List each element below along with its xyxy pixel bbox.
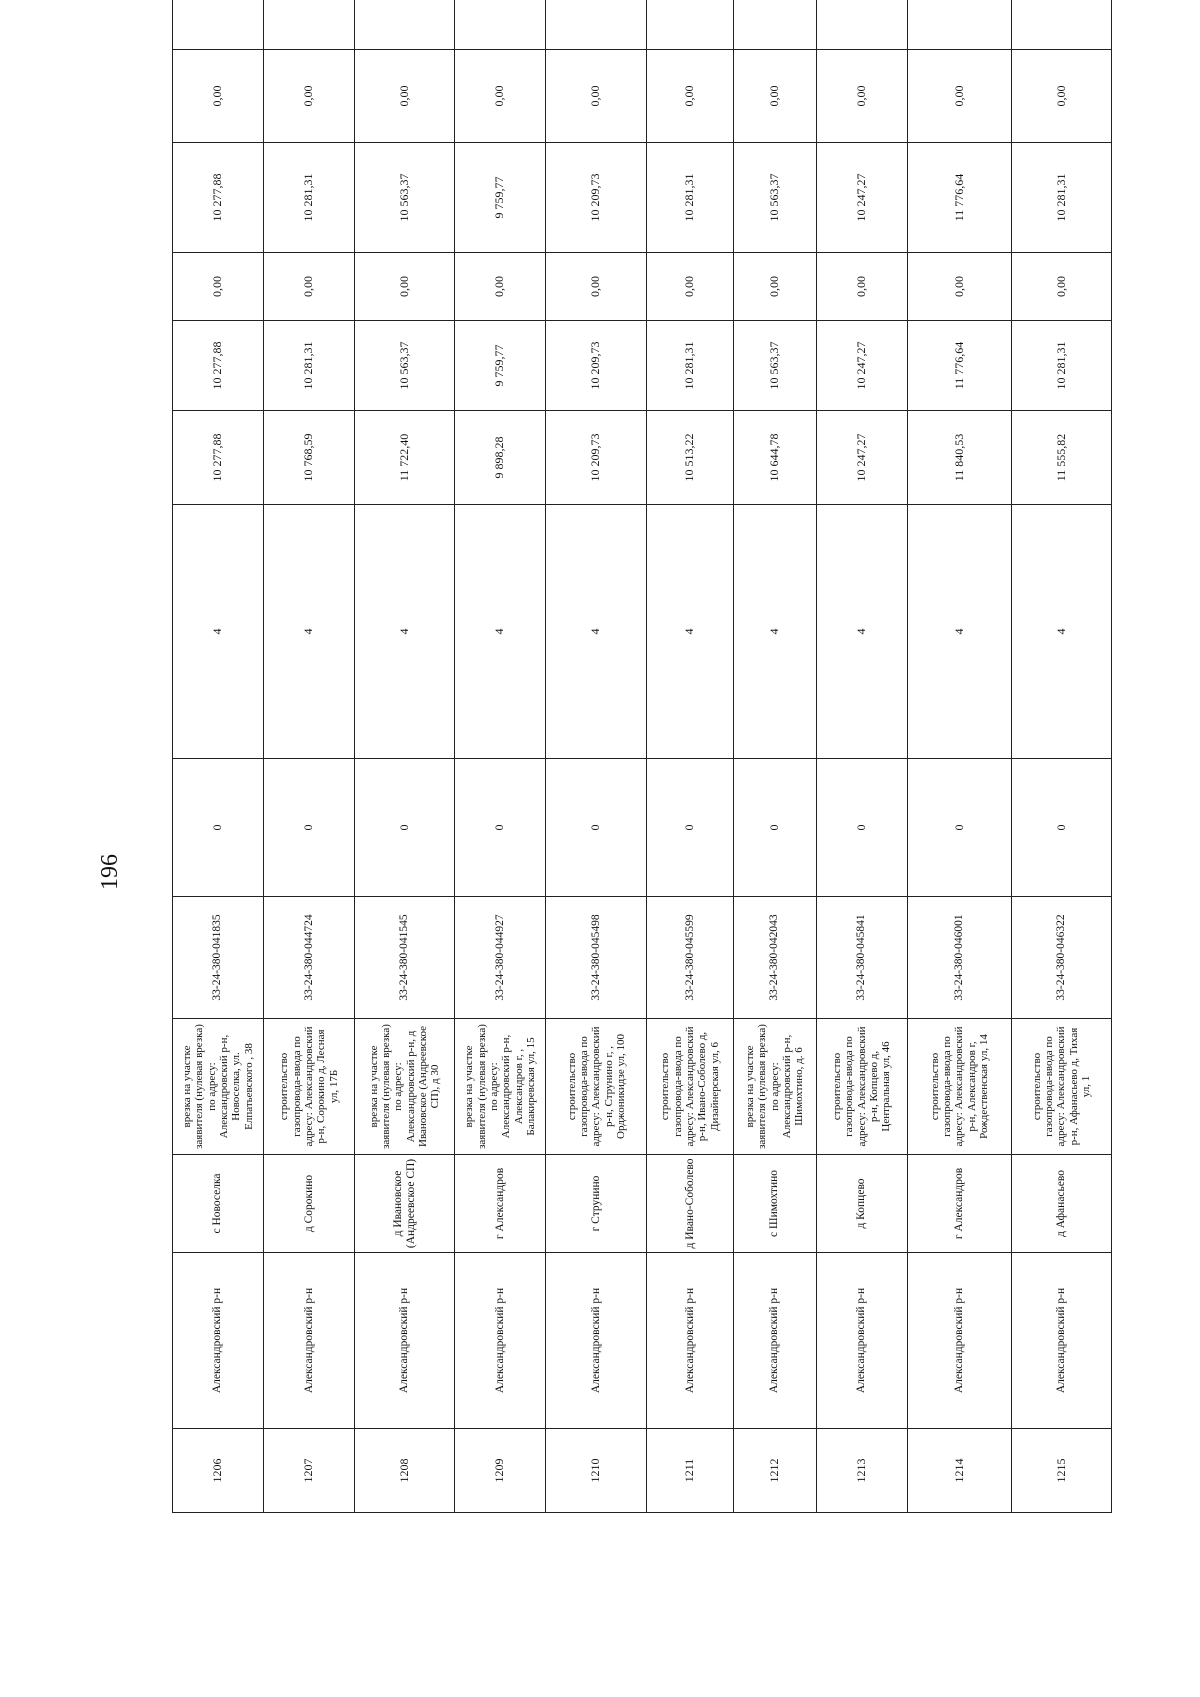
table-row (546, 0, 647, 1513)
district-cell: Александровский р-н (173, 1253, 264, 1429)
value-cell-1: 10 768,59 (264, 411, 355, 505)
value-cell-5: 0,00 (647, 50, 734, 143)
value-cell-1: 11 840,53 (907, 411, 1011, 505)
value-cell-5: 0,00 (546, 50, 647, 143)
count-cell: 0 (907, 759, 1011, 897)
value-cell-2: 11 776,64 (907, 321, 1011, 411)
description-cell: строительство газопровода-ввода по адресу: Александровский р-н, Сорокино д, Лесная ул, 17Б (264, 1019, 355, 1155)
row-number: 1206 (173, 1429, 264, 1513)
description-cell: врезка на участке заявителя (нулевая врезка) по адресу: Александровский р-н, Новоселка, ул. Елпатьевского , 38 (173, 1019, 264, 1155)
cadastral-number-cell: 33-24-380-044724 (264, 897, 355, 1019)
value-cell-2: 10 281,31 (264, 321, 355, 411)
value-cell-4: 10 563,37 (734, 143, 817, 253)
row-number: 1215 (1012, 1429, 1112, 1513)
district-cell: Александровский р-н (355, 1253, 455, 1429)
row-number: 1211 (647, 1429, 734, 1513)
value-cell-6 (647, 0, 734, 50)
value-cell-5: 0,00 (264, 50, 355, 143)
description-cell: врезка на участке заявителя (нулевая врезка) по адресу: Александровский р-н, д Ивановское (Андреевское СП), д 30 (355, 1019, 455, 1155)
category-cell: 4 (907, 505, 1011, 759)
value-cell-4: 10 563,37 (355, 143, 455, 253)
row-number: 1209 (455, 1429, 546, 1513)
locality-cell: д Ивановское (Андреевское СП) (355, 1155, 455, 1253)
value-cell-2: 10 281,31 (1012, 321, 1112, 411)
description-cell: строительство газопровода-ввода по адресу: Александровский р-н, Афанасьево д, Тихая ул, 1 (1012, 1019, 1112, 1155)
value-cell-2: 10 247,27 (816, 321, 907, 411)
value-cell-6 (173, 0, 264, 50)
category-cell: 4 (734, 505, 817, 759)
table-row (647, 0, 734, 1513)
table-row (455, 0, 546, 1513)
count-cell: 0 (355, 759, 455, 897)
value-cell-1: 10 277,88 (173, 411, 264, 505)
value-cell-3: 0,00 (173, 253, 264, 321)
rotated-table (172, 85, 1112, 1513)
value-cell-1: 10 247,27 (816, 411, 907, 505)
value-cell-3: 0,00 (907, 253, 1011, 321)
category-cell: 4 (546, 505, 647, 759)
category-cell: 4 (816, 505, 907, 759)
value-cell-1: 10 209,73 (546, 411, 647, 505)
locality-cell: д Сорокино (264, 1155, 355, 1253)
cadastral-number-cell: 33-24-380-046001 (907, 897, 1011, 1019)
description-cell: врезка на участке заявителя (нулевая врезка) по адресу: Александровский р-н, Александров г, , Балакиревская ул, 15 (455, 1019, 546, 1155)
cadastral-number-cell: 33-24-380-046322 (1012, 897, 1112, 1019)
value-cell-4: 10 277,88 (173, 143, 264, 253)
count-cell: 0 (173, 759, 264, 897)
category-cell: 4 (647, 505, 734, 759)
value-cell-6 (355, 0, 455, 50)
value-cell-3: 0,00 (455, 253, 546, 321)
value-cell-2: 10 563,37 (355, 321, 455, 411)
cadastral-number-cell: 33-24-380-045498 (546, 897, 647, 1019)
value-cell-5: 0,00 (455, 50, 546, 143)
district-cell: Александровский р-н (647, 1253, 734, 1429)
value-cell-2: 10 277,88 (173, 321, 264, 411)
locality-cell: д Ивано-Соболево (647, 1155, 734, 1253)
value-cell-4: 10 281,31 (1012, 143, 1112, 253)
page-number: 196 (97, 854, 123, 890)
cadastral-number-cell: 33-24-380-045599 (647, 897, 734, 1019)
value-cell-3: 0,00 (546, 253, 647, 321)
value-cell-5: 0,00 (734, 50, 817, 143)
description-cell: строительство газопровода-ввода по адресу: Александровский р-н, Струнино г, , Орджоникидзе ул, 100 (546, 1019, 647, 1155)
count-cell: 0 (734, 759, 817, 897)
district-cell: Александровский р-н (1012, 1253, 1112, 1429)
table-row (1012, 0, 1112, 1513)
category-cell: 4 (1012, 505, 1112, 759)
data-table (172, 0, 1112, 1513)
description-cell: врезка на участке заявителя (нулевая врезка) по адресу: Александровский р-н, Шимохтино, д. 6 (734, 1019, 817, 1155)
value-cell-1: 11 722,40 (355, 411, 455, 505)
district-cell: Александровский р-н (264, 1253, 355, 1429)
description-cell: строительство газопровода-ввода по адресу: Александровский р-н, Ивано-Соболево д, Дизайнерская ул, 6 (647, 1019, 734, 1155)
description-cell: строительство газопровода-ввода по адресу: Александровский р-н, Копцево д, Центральная ул, 46 (816, 1019, 907, 1155)
value-cell-4: 11 776,64 (907, 143, 1011, 253)
row-number: 1214 (907, 1429, 1011, 1513)
locality-cell: с Шимохтино (734, 1155, 817, 1253)
district-cell: Александровский р-н (907, 1253, 1011, 1429)
count-cell: 0 (816, 759, 907, 897)
value-cell-5: 0,00 (907, 50, 1011, 143)
row-number: 1212 (734, 1429, 817, 1513)
value-cell-1: 10 513,22 (647, 411, 734, 505)
table-row (264, 0, 355, 1513)
value-cell-2: 9 759,77 (455, 321, 546, 411)
description-cell: строительство газопровода-ввода по адресу: Александровский р-н, Александров г, Рождественская ул, 14 (907, 1019, 1011, 1155)
value-cell-6 (1012, 0, 1112, 50)
value-cell-3: 0,00 (1012, 253, 1112, 321)
locality-cell: г Александров (455, 1155, 546, 1253)
value-cell-1: 9 898,28 (455, 411, 546, 505)
value-cell-4: 10 209,73 (546, 143, 647, 253)
district-cell: Александровский р-н (455, 1253, 546, 1429)
row-number: 1213 (816, 1429, 907, 1513)
cadastral-number-cell: 33-24-380-041835 (173, 897, 264, 1019)
category-cell: 4 (173, 505, 264, 759)
locality-cell: г Струнино (546, 1155, 647, 1253)
value-cell-5: 0,00 (173, 50, 264, 143)
cadastral-number-cell: 33-24-380-044927 (455, 897, 546, 1019)
table-row (173, 0, 264, 1513)
table-row (734, 0, 817, 1513)
district-cell: Александровский р-н (546, 1253, 647, 1429)
value-cell-5: 0,00 (1012, 50, 1112, 143)
row-number: 1207 (264, 1429, 355, 1513)
count-cell: 0 (546, 759, 647, 897)
table-body (173, 0, 1112, 1513)
cadastral-number-cell: 33-24-380-045841 (816, 897, 907, 1019)
count-cell: 0 (647, 759, 734, 897)
locality-cell: д Копцево (816, 1155, 907, 1253)
value-cell-2: 10 281,31 (647, 321, 734, 411)
value-cell-4: 10 247,27 (816, 143, 907, 253)
value-cell-4: 10 281,31 (647, 143, 734, 253)
value-cell-2: 10 563,37 (734, 321, 817, 411)
value-cell-5: 0,00 (816, 50, 907, 143)
table-row (355, 0, 455, 1513)
value-cell-6 (455, 0, 546, 50)
cadastral-number-cell: 33-24-380-042043 (734, 897, 817, 1019)
value-cell-3: 0,00 (734, 253, 817, 321)
value-cell-2: 10 209,73 (546, 321, 647, 411)
locality-cell: г Александров (907, 1155, 1011, 1253)
value-cell-3: 0,00 (355, 253, 455, 321)
value-cell-5: 0,00 (355, 50, 455, 143)
value-cell-6 (907, 0, 1011, 50)
count-cell: 0 (455, 759, 546, 897)
value-cell-1: 10 644,78 (734, 411, 817, 505)
row-number: 1210 (546, 1429, 647, 1513)
count-cell: 0 (1012, 759, 1112, 897)
district-cell: Александровский р-н (816, 1253, 907, 1429)
value-cell-6 (734, 0, 817, 50)
cadastral-number-cell: 33-24-380-041545 (355, 897, 455, 1019)
district-cell: Александровский р-н (734, 1253, 817, 1429)
table-row (816, 0, 907, 1513)
value-cell-4: 10 281,31 (264, 143, 355, 253)
value-cell-3: 0,00 (647, 253, 734, 321)
value-cell-6 (546, 0, 647, 50)
value-cell-3: 0,00 (816, 253, 907, 321)
category-cell: 4 (455, 505, 546, 759)
row-number: 1208 (355, 1429, 455, 1513)
value-cell-6 (816, 0, 907, 50)
table-row (907, 0, 1011, 1513)
value-cell-4: 9 759,77 (455, 143, 546, 253)
locality-cell: с Новоселка (173, 1155, 264, 1253)
category-cell: 4 (355, 505, 455, 759)
locality-cell: д Афанасьево (1012, 1155, 1112, 1253)
category-cell: 4 (264, 505, 355, 759)
count-cell: 0 (264, 759, 355, 897)
value-cell-1: 11 555,82 (1012, 411, 1112, 505)
value-cell-6 (264, 0, 355, 50)
table-container (172, 85, 1112, 1513)
value-cell-3: 0,00 (264, 253, 355, 321)
